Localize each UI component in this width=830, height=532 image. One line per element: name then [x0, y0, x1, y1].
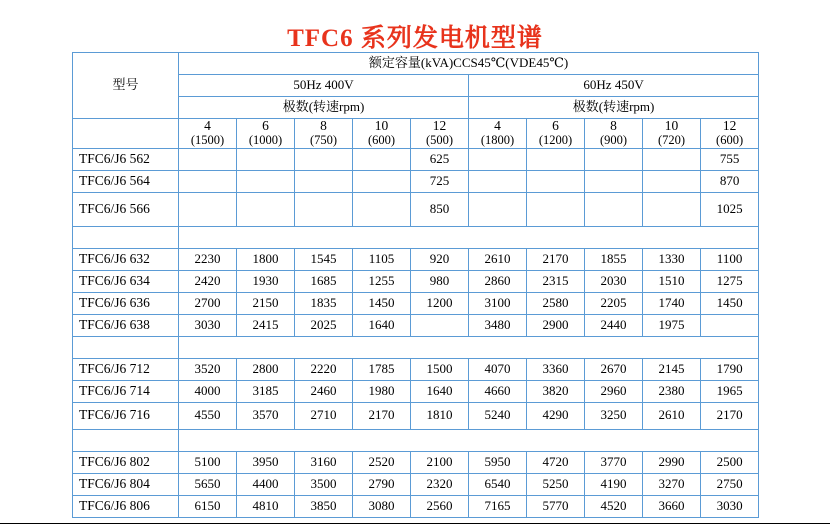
cell-value: 5950 [469, 451, 527, 473]
cell-value [295, 192, 353, 226]
cell-value: 1275 [701, 270, 759, 292]
cell-value: 3770 [585, 451, 643, 473]
cell-value: 4070 [469, 358, 527, 380]
cell-value: 2320 [411, 473, 469, 495]
page-title: TFC6 系列发电机型谱 [287, 25, 543, 52]
cell-value: 920 [411, 248, 469, 270]
cell-value: 1640 [411, 380, 469, 402]
spacer-cell [73, 336, 179, 358]
pole-number: 4 [204, 118, 211, 133]
cell-value: 1790 [701, 358, 759, 380]
cell-model: TFC6/J6 564 [73, 170, 179, 192]
table-row [73, 148, 759, 170]
header-pole-60-3 [585, 119, 643, 149]
spacer-cell [179, 226, 759, 248]
cell-value: 1450 [701, 292, 759, 314]
spacer-cell [73, 226, 179, 248]
cell-value [643, 170, 701, 192]
header-freq-60hz: 60Hz 450V [469, 75, 759, 97]
cell-value: 3950 [237, 451, 295, 473]
cell-value: 2710 [295, 402, 353, 429]
cell-value: 2170 [353, 402, 411, 429]
cell-value [585, 192, 643, 226]
pole-rpm: (1200) [538, 132, 573, 147]
cell-value: 2580 [527, 292, 585, 314]
cell-value: 2220 [295, 358, 353, 380]
pole-number: 6 [262, 118, 269, 133]
cell-model: TFC6/J6 714 [73, 380, 179, 402]
table-row [73, 170, 759, 192]
cell-value: 1105 [353, 248, 411, 270]
header-pole-50-5 [411, 119, 469, 149]
cell-value: 2440 [585, 314, 643, 336]
cell-value: 2610 [469, 248, 527, 270]
header-pole-50-4 [353, 119, 411, 149]
cell-value: 1255 [353, 270, 411, 292]
cell-value [411, 314, 469, 336]
cell-value [353, 170, 411, 192]
cell-value: 1330 [643, 248, 701, 270]
cell-value [527, 192, 585, 226]
header-pole-50-3 [295, 119, 353, 149]
cell-value [469, 192, 527, 226]
table-row [73, 248, 759, 270]
cell-value: 2315 [527, 270, 585, 292]
cell-value [295, 148, 353, 170]
cell-value [527, 148, 585, 170]
cell-value: 1100 [701, 248, 759, 270]
cell-value: 1200 [411, 292, 469, 314]
cell-value: 5770 [527, 495, 585, 517]
cell-value: 2145 [643, 358, 701, 380]
cell-model: TFC6/J6 634 [73, 270, 179, 292]
table-row [73, 192, 759, 226]
cell-model: TFC6/J6 806 [73, 495, 179, 517]
cell-value: 1855 [585, 248, 643, 270]
cell-value [527, 170, 585, 192]
pole-rpm: (600) [716, 132, 744, 147]
cell-value: 2420 [179, 270, 237, 292]
cell-value [237, 170, 295, 192]
table-row [73, 270, 759, 292]
cell-value: 2230 [179, 248, 237, 270]
header-row-capacity [73, 53, 759, 75]
cell-value: 2170 [527, 248, 585, 270]
table-row [73, 402, 759, 429]
pole-number: 12 [432, 118, 447, 133]
cell-value: 4190 [585, 473, 643, 495]
cell-value: 2860 [469, 270, 527, 292]
cell-value [469, 170, 527, 192]
cell-value: 980 [411, 270, 469, 292]
cell-value: 4520 [585, 495, 643, 517]
cell-value: 1930 [237, 270, 295, 292]
table-row [73, 358, 759, 380]
cell-value: 1835 [295, 292, 353, 314]
header-capacity: 额定容量(kVA)CCS45℃(VDE45℃) [179, 53, 759, 75]
cell-value: 1510 [643, 270, 701, 292]
pole-number: 8 [320, 118, 327, 133]
cell-value: 4550 [179, 402, 237, 429]
pole-rpm: (750) [309, 132, 338, 147]
cell-value [701, 314, 759, 336]
cell-value: 5250 [527, 473, 585, 495]
generator-spec-table [72, 52, 759, 518]
cell-value: 3270 [643, 473, 701, 495]
cell-value: 2380 [643, 380, 701, 402]
table-row [73, 451, 759, 473]
cell-value: 2460 [295, 380, 353, 402]
pole-rpm: (1800) [480, 132, 515, 147]
pole-rpm: (1000) [248, 132, 283, 147]
cell-value: 3570 [237, 402, 295, 429]
header-model-spacer [73, 119, 179, 149]
cell-value: 3185 [237, 380, 295, 402]
page-bottom-rule [0, 523, 830, 524]
cell-value: 1685 [295, 270, 353, 292]
cell-value: 2030 [585, 270, 643, 292]
cell-value: 4720 [527, 451, 585, 473]
cell-value: 1980 [353, 380, 411, 402]
pole-number: 10 [374, 118, 389, 133]
cell-value: 4400 [237, 473, 295, 495]
header-model: 型号 [73, 53, 179, 119]
cell-value: 2150 [237, 292, 295, 314]
header-pole-50-1 [179, 119, 237, 149]
table-header [73, 53, 759, 149]
cell-value: 4000 [179, 380, 237, 402]
cell-value: 6540 [469, 473, 527, 495]
cell-value: 2990 [643, 451, 701, 473]
cell-value: 3520 [179, 358, 237, 380]
cell-value: 1640 [353, 314, 411, 336]
cell-value: 1785 [353, 358, 411, 380]
cell-value: 3030 [701, 495, 759, 517]
cell-model: TFC6/J6 716 [73, 402, 179, 429]
header-poles-60hz: 极数(转速rpm) [469, 97, 759, 119]
cell-value: 2960 [585, 380, 643, 402]
cell-value: 2170 [701, 402, 759, 429]
cell-value: 2670 [585, 358, 643, 380]
cell-value: 725 [411, 170, 469, 192]
cell-model: TFC6/J6 632 [73, 248, 179, 270]
cell-value: 1740 [643, 292, 701, 314]
header-pole-60-1 [469, 119, 527, 149]
cell-value: 2800 [237, 358, 295, 380]
header-row-pole-values [73, 119, 759, 149]
cell-value [237, 148, 295, 170]
header-poles-50hz: 极数(转速rpm) [179, 97, 469, 119]
header-pole-60-2 [527, 119, 585, 149]
cell-value: 2700 [179, 292, 237, 314]
cell-value [585, 148, 643, 170]
cell-value: 3250 [585, 402, 643, 429]
cell-value: 3360 [527, 358, 585, 380]
cell-value: 2500 [701, 451, 759, 473]
cell-value: 5240 [469, 402, 527, 429]
cell-value: 1965 [701, 380, 759, 402]
spacer-cell [73, 429, 179, 451]
cell-value: 1975 [643, 314, 701, 336]
cell-value: 1025 [701, 192, 759, 226]
cell-value: 4810 [237, 495, 295, 517]
cell-value: 2560 [411, 495, 469, 517]
table-row [73, 292, 759, 314]
cell-value: 3850 [295, 495, 353, 517]
cell-value: 3660 [643, 495, 701, 517]
pole-number: 12 [722, 118, 737, 133]
group-spacer-row [73, 429, 759, 451]
cell-value: 850 [411, 192, 469, 226]
table-row [73, 314, 759, 336]
header-freq-50hz: 50Hz 400V [179, 75, 469, 97]
cell-value [469, 148, 527, 170]
cell-value: 3480 [469, 314, 527, 336]
cell-value [353, 148, 411, 170]
spacer-cell [179, 429, 759, 451]
cell-value: 4660 [469, 380, 527, 402]
header-pole-60-5 [701, 119, 759, 149]
cell-value [353, 192, 411, 226]
cell-model: TFC6/J6 636 [73, 292, 179, 314]
cell-value [179, 170, 237, 192]
pole-number: 4 [494, 118, 501, 133]
cell-model: TFC6/J6 562 [73, 148, 179, 170]
cell-model: TFC6/J6 804 [73, 473, 179, 495]
header-pole-50-2 [237, 119, 295, 149]
cell-value: 1810 [411, 402, 469, 429]
group-spacer-row [73, 336, 759, 358]
cell-value [237, 192, 295, 226]
cell-value: 2025 [295, 314, 353, 336]
cell-value: 5650 [179, 473, 237, 495]
cell-value: 3080 [353, 495, 411, 517]
cell-model: TFC6/J6 566 [73, 192, 179, 226]
table-row [73, 380, 759, 402]
cell-value: 5100 [179, 451, 237, 473]
cell-value [179, 192, 237, 226]
cell-value [643, 148, 701, 170]
cell-value: 2610 [643, 402, 701, 429]
pole-rpm: (500) [425, 132, 454, 147]
pole-number: 6 [552, 118, 559, 133]
table-row [73, 473, 759, 495]
cell-model: TFC6/J6 802 [73, 451, 179, 473]
cell-value: 1450 [353, 292, 411, 314]
cell-value: 2100 [411, 451, 469, 473]
cell-value: 2415 [237, 314, 295, 336]
cell-value: 7165 [469, 495, 527, 517]
pole-number: 8 [610, 118, 617, 133]
cell-value: 3100 [469, 292, 527, 314]
cell-value: 4290 [527, 402, 585, 429]
cell-value: 755 [701, 148, 759, 170]
pole-number: 10 [664, 118, 679, 133]
cell-value [643, 192, 701, 226]
cell-value: 870 [701, 170, 759, 192]
cell-model: TFC6/J6 712 [73, 358, 179, 380]
pole-rpm: (900) [599, 132, 628, 147]
table-row [73, 495, 759, 517]
cell-value: 3500 [295, 473, 353, 495]
pole-rpm: (600) [367, 132, 396, 147]
cell-value [295, 170, 353, 192]
cell-value: 2750 [701, 473, 759, 495]
cell-value: 1500 [411, 358, 469, 380]
pole-rpm: (1500) [190, 132, 225, 147]
cell-value: 1545 [295, 248, 353, 270]
cell-value: 625 [411, 148, 469, 170]
cell-value: 2790 [353, 473, 411, 495]
header-pole-60-4 [643, 119, 701, 149]
cell-value: 3030 [179, 314, 237, 336]
cell-value [179, 148, 237, 170]
cell-value: 2900 [527, 314, 585, 336]
spacer-cell [179, 336, 759, 358]
cell-value: 3820 [527, 380, 585, 402]
cell-value: 2205 [585, 292, 643, 314]
cell-value: 1800 [237, 248, 295, 270]
cell-value: 2520 [353, 451, 411, 473]
cell-model: TFC6/J6 638 [73, 314, 179, 336]
table-body [73, 148, 759, 517]
cell-value: 6150 [179, 495, 237, 517]
cell-value [585, 170, 643, 192]
cell-value: 3160 [295, 451, 353, 473]
group-spacer-row [73, 226, 759, 248]
pole-rpm: (720) [657, 132, 686, 147]
